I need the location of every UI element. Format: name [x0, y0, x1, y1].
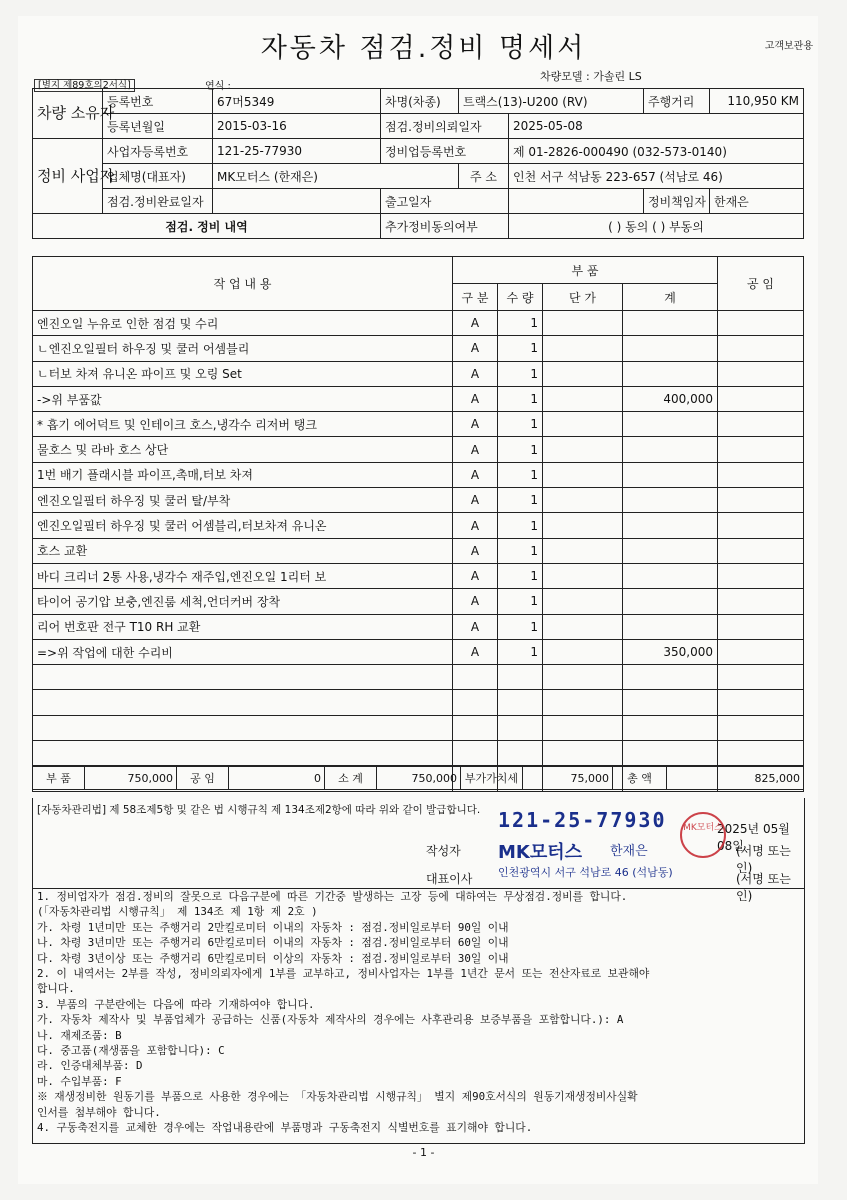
item-unit-price — [543, 386, 623, 411]
reg-no-label: 등록번호 — [103, 89, 213, 114]
item-work: 물호스 및 라바 호스 상단 — [33, 437, 453, 462]
out-date — [509, 189, 644, 214]
table-row — [33, 538, 804, 563]
item-type: A — [453, 563, 498, 588]
issue-date: 2025년 05월 08일 — [717, 822, 790, 853]
mileage-label: 주행거리 — [644, 89, 710, 114]
item-labor — [718, 715, 804, 740]
item-work: 엔진오일필터 하우징 및 쿨러 탈/부착 — [33, 488, 453, 513]
item-unit-price — [543, 412, 623, 437]
item-work: =>위 작업에 대한 수리비 — [33, 639, 453, 664]
table-row — [33, 513, 804, 538]
reg-no: 67머5349 — [213, 89, 381, 114]
page-number: - 1 - — [412, 1146, 435, 1159]
work-header: 작 업 내 용 — [33, 257, 453, 311]
mileage: 110,950 KM — [710, 89, 804, 114]
item-type — [453, 741, 498, 766]
item-qty: 1 — [498, 563, 543, 588]
details-label: 점검. 정비 내역 — [33, 214, 381, 239]
note-line: 나. 재제조품: B — [37, 1028, 122, 1042]
table-row — [33, 639, 804, 664]
item-unit-price — [543, 741, 623, 766]
item-type: A — [453, 311, 498, 336]
note-line: 4. 구동축전지를 교체한 경우에는 작업내용란에 부품명과 구동축전지 식별번호를 표기해야 합니다. — [37, 1121, 533, 1135]
item-unit-price — [543, 715, 623, 740]
item-total — [623, 665, 718, 690]
item-type: A — [453, 462, 498, 487]
item-unit-price — [543, 639, 623, 664]
company-seal-icon: MK모터스 — [680, 812, 726, 858]
item-qty — [498, 715, 543, 740]
shop-reg: 제 01-2826-000490 (032-573-0140) — [509, 139, 804, 164]
done-date-label: 점검.정비완료일자 — [103, 189, 213, 214]
table-row — [33, 715, 804, 740]
item-work: 엔진오일필터 하우징 및 쿨러 어셈블리,터보차져 유니온 — [33, 513, 453, 538]
item-qty: 1 — [498, 639, 543, 664]
item-total — [623, 311, 718, 336]
item-labor — [718, 614, 804, 639]
item-type — [453, 665, 498, 690]
item-work: 엔진오일 누유로 인한 점검 및 수리 — [33, 311, 453, 336]
item-total — [623, 462, 718, 487]
item-type: A — [453, 589, 498, 614]
item-unit-price — [543, 336, 623, 361]
item-work: 리어 번호판 전구 T10 RH 교환 — [33, 614, 453, 639]
item-labor — [718, 690, 804, 715]
unit-price-header: 단 가 — [543, 284, 623, 311]
item-type: A — [453, 437, 498, 462]
note-line: (「자동차관리법 시행규칙」 제 134조 제 1항 제 2호 ) — [37, 905, 318, 919]
item-total — [623, 614, 718, 639]
note-line: 2. 이 내역서는 2부를 작성, 정비의뢰자에게 1부를 교부하고, 정비사업자는 1부를 1년간 문서 또는 전산자료로 보관해야 — [37, 967, 650, 981]
stamp-rep: 한재은 — [610, 844, 648, 859]
item-labor — [718, 361, 804, 386]
item-total — [623, 336, 718, 361]
vat: 75,000 — [523, 767, 613, 790]
item-work: ->위 부품값 — [33, 386, 453, 411]
item-unit-price — [543, 513, 623, 538]
item-qty: 1 — [498, 538, 543, 563]
item-labor — [718, 639, 804, 664]
law-statement: [자동차관리법] 제 58조제5항 및 같은 법 시행규칙 제 134조제2항에 따라 위와 같이 발급합니다. — [37, 804, 481, 816]
form-number: [별지 제89호의2서식] — [34, 77, 135, 91]
table-row — [33, 488, 804, 513]
note-line: 1. 정비업자가 점검.정비의 잘못으로 다음구분에 따른 기간중 발생하는 고장 등에 대하여는 무상점검.정비를 합니다. — [37, 890, 628, 903]
item-unit-price — [543, 361, 623, 386]
item-labor — [718, 589, 804, 614]
item-qty: 1 — [498, 412, 543, 437]
sum-labor-label: 공 임 — [177, 767, 229, 790]
item-work: 1번 배기 플래시블 파이프,촉매,터보 차져 — [33, 462, 453, 487]
table-row — [33, 563, 804, 588]
item-qty: 1 — [498, 488, 543, 513]
rep-label: 대표이사 — [426, 872, 473, 886]
item-total — [623, 538, 718, 563]
item-qty — [498, 741, 543, 766]
item-qty — [498, 665, 543, 690]
model-year-label: 연식 : — [205, 81, 231, 92]
item-type: A — [453, 412, 498, 437]
table-row — [33, 690, 804, 715]
subtotal-label: 소 계 — [325, 767, 377, 790]
note-line: 다. 차령 3년이상 또는 주행거리 6만킬로미터 이상의 자동차 : 점검.정비일로부터 30일 이내 — [37, 951, 509, 965]
item-type: A — [453, 639, 498, 664]
table-row — [33, 336, 804, 361]
note-line: 합니다. — [37, 982, 75, 996]
item-qty — [498, 690, 543, 715]
item-total — [623, 690, 718, 715]
item-labor — [718, 462, 804, 487]
consent-label: 추가정비동의여부 — [381, 214, 509, 239]
out-date-label: 출고일자 — [381, 189, 509, 214]
addr-label: 주 소 — [459, 164, 509, 189]
writer-label: 작성자 — [426, 844, 461, 858]
item-type: A — [453, 538, 498, 563]
stamp-name: MK모터스 — [498, 842, 583, 863]
item-total — [623, 513, 718, 538]
sum-parts: 750,000 — [85, 767, 177, 790]
req-date-label: 점검.정비의뢰일자 — [381, 114, 509, 139]
grand-total-label: 총 액 — [613, 767, 667, 790]
item-type — [453, 715, 498, 740]
item-type: A — [453, 614, 498, 639]
item-type: A — [453, 336, 498, 361]
item-labor — [718, 665, 804, 690]
table-row — [33, 361, 804, 386]
type-header: 구 분 — [453, 284, 498, 311]
addr: 인천 서구 석남동 223-657 (석남로 46) — [509, 164, 804, 189]
req-date: 2025-05-08 — [509, 114, 804, 139]
table-row — [33, 311, 804, 336]
shop-name: MK모터스 (한재은) — [213, 164, 459, 189]
done-date — [213, 189, 381, 214]
shop-reg-label: 정비업등록번호 — [381, 139, 509, 164]
rep-signature: (서명 또는 인) — [736, 872, 791, 903]
vehicle-model: 차량모델 : 가솔린 LS — [540, 70, 642, 83]
item-unit-price — [543, 665, 623, 690]
item-unit-price — [543, 589, 623, 614]
page-title: 자동차 점검.정비 명세서 — [260, 33, 587, 64]
item-work: ㄴ터보 차져 유니온 파이프 및 오링 Set — [33, 361, 453, 386]
note-line: 가. 차령 1년미만 또는 주행거리 2만킬로미터 이내의 자동차 : 점검.정비일로부터 90일 이내 — [37, 920, 509, 934]
shop-name-label: 업체명(대표자) — [103, 164, 213, 189]
item-unit-price — [543, 538, 623, 563]
parts-header: 부 품 — [453, 257, 718, 284]
vat-label: 부가가치세 — [461, 767, 523, 790]
item-qty: 1 — [498, 386, 543, 411]
item-unit-price — [543, 311, 623, 336]
item-labor — [718, 386, 804, 411]
item-work: 바디 크리너 2통 사용,냉각수 재주입,엔진오일 1리터 보 — [33, 563, 453, 588]
item-qty: 1 — [498, 589, 543, 614]
car-name-label: 차명(차종) — [381, 89, 459, 114]
car-name: 트랙스(13)-U200 (RV) — [459, 89, 644, 114]
item-work: 타이어 공기압 보충,엔진룸 세척,언더커버 장착 — [33, 589, 453, 614]
summary-table — [32, 766, 804, 790]
item-total — [623, 412, 718, 437]
item-qty: 1 — [498, 513, 543, 538]
item-labor — [718, 412, 804, 437]
reg-date: 2015-03-16 — [213, 114, 381, 139]
note-line: 다. 중고품(재생품을 포함합니다): C — [37, 1044, 225, 1058]
biz-no-label: 사업자등록번호 — [103, 139, 213, 164]
item-total: 400,000 — [623, 386, 718, 411]
item-qty: 1 — [498, 311, 543, 336]
note-line: 인서를 첨부해야 합니다. — [37, 1105, 161, 1119]
item-labor — [718, 538, 804, 563]
qty-header: 수 량 — [498, 284, 543, 311]
item-total — [623, 361, 718, 386]
table-row — [33, 665, 804, 690]
item-labor — [718, 311, 804, 336]
item-work: 호스 교환 — [33, 538, 453, 563]
item-labor — [718, 488, 804, 513]
item-total — [623, 715, 718, 740]
consent-options: ( ) 동의 ( ) 부동의 — [509, 214, 804, 239]
subtotal: 750,000 — [377, 767, 461, 790]
biz-no: 121-25-77930 — [213, 139, 381, 164]
item-type — [453, 690, 498, 715]
item-total — [623, 488, 718, 513]
item-labor — [718, 563, 804, 588]
item-unit-price — [543, 437, 623, 462]
sum-parts-label: 부 품 — [33, 767, 85, 790]
item-unit-price — [543, 690, 623, 715]
item-total — [623, 563, 718, 588]
stamp-biz-no: 121-25-77930 — [498, 808, 667, 832]
total-header: 계 — [623, 284, 718, 311]
item-qty: 1 — [498, 437, 543, 462]
labor-header: 공 임 — [718, 257, 804, 311]
note-line: 나. 차령 3년미만 또는 주행거리 6만킬로미터 이내의 자동차 : 점검.정비일로부터 60일 이내 — [37, 936, 509, 950]
item-qty: 1 — [498, 614, 543, 639]
manager: 한재은 — [710, 189, 804, 214]
item-work: * 흡기 에어덕트 및 인테이크 호스,냉각수 리저버 탱크 — [33, 412, 453, 437]
item-work — [33, 741, 453, 766]
manager-label: 정비책임자 — [644, 189, 710, 214]
item-type: A — [453, 513, 498, 538]
table-row — [33, 614, 804, 639]
header-table — [32, 88, 804, 239]
table-row — [33, 462, 804, 487]
item-unit-price — [543, 563, 623, 588]
item-work — [33, 665, 453, 690]
item-labor — [718, 336, 804, 361]
note-line: 라. 인증대체부품: D — [37, 1059, 143, 1073]
table-row — [33, 412, 804, 437]
item-qty: 1 — [498, 462, 543, 487]
note-line: 가. 자동차 제작사 및 부품업체가 공급하는 신품(자동차 제작사의 경우에는 사후관리용 보증부품을 포함합니다.): A — [37, 1013, 624, 1027]
notes-section — [32, 888, 805, 1144]
item-work — [33, 690, 453, 715]
item-total — [623, 589, 718, 614]
grand-total: 825,000 — [667, 767, 804, 790]
table-row — [33, 386, 804, 411]
item-labor — [718, 437, 804, 462]
writer-signature: (서명 또는 인) — [736, 844, 791, 875]
item-qty: 1 — [498, 361, 543, 386]
item-type: A — [453, 386, 498, 411]
note-line: 마. 수입부품: F — [37, 1074, 122, 1088]
reg-date-label: 등록년월일 — [103, 114, 213, 139]
stamp-address: 인천광역시 서구 석남로 46 (석남동) — [498, 866, 673, 879]
sum-labor: 0 — [229, 767, 325, 790]
item-type: A — [453, 488, 498, 513]
copy-label: 고객보관용 — [764, 41, 813, 52]
table-row — [33, 589, 804, 614]
note-line: ※ 재생정비한 원동기를 부품으로 사용한 경우에는 「자동차관리법 시행규칙」 별지 제90호서식의 원동기재생정비사실확 — [37, 1090, 638, 1104]
note-line: 3. 부품의 구분란에는 다음에 따라 기재하여야 합니다. — [37, 997, 315, 1011]
table-row — [33, 741, 804, 766]
item-labor — [718, 741, 804, 766]
item-type: A — [453, 361, 498, 386]
item-qty: 1 — [498, 336, 543, 361]
item-unit-price — [543, 614, 623, 639]
item-work — [33, 715, 453, 740]
items-table — [32, 256, 804, 792]
item-total — [623, 437, 718, 462]
item-unit-price — [543, 462, 623, 487]
item-work: ㄴ엔진오일필터 하우징 및 쿨러 어셈블리 — [33, 336, 453, 361]
item-total: 350,000 — [623, 639, 718, 664]
shop-group: 정비 사업자 — [33, 139, 103, 214]
owner-group: 차량 소유자 — [33, 89, 103, 139]
table-row — [33, 437, 804, 462]
item-total — [623, 741, 718, 766]
item-labor — [718, 513, 804, 538]
item-unit-price — [543, 488, 623, 513]
